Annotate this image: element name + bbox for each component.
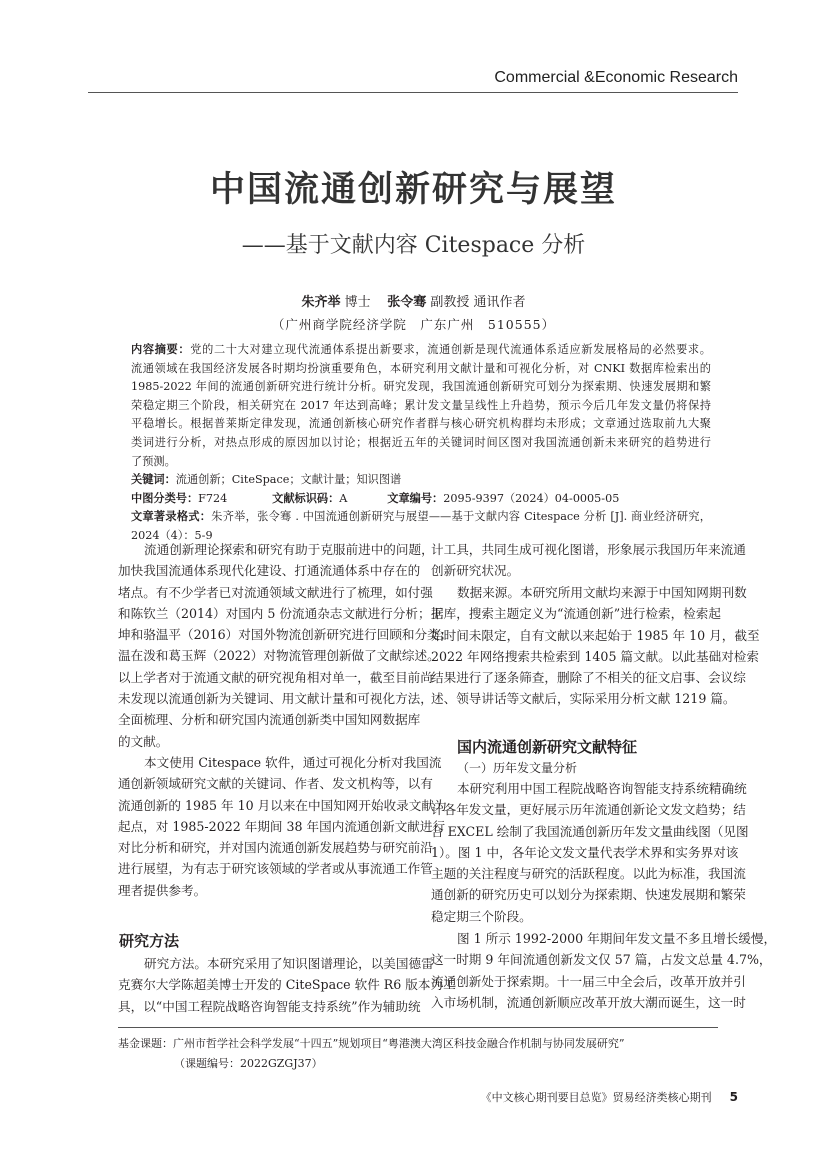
text-line: 具，以“中国工程院战略咨询智能支持系统”作为辅助统 [118,998,421,1014]
classification-line: 中图分类号：F724 文献标识码：A 文章编号：2095-9397（2024）04-0005-05 [131,491,620,505]
text-line: 流通创新理论探索和研究有助于克服前进中的问题， [144,542,434,557]
text-line: 流通创新处于探索期。十一届三中全会后，改革开放并引 [431,973,746,989]
text-line: 温在泼和葛玉辉（2022）对物流管理创新做了文献综述。 [118,648,440,664]
text-line: 起点，对 1985-2022 年期间 38 年国内流通创新文献进行 [118,818,446,834]
text-line: 克赛尔大学陈超美博士开发的 CiteSpace 软件 R6 版本为工 [118,977,456,993]
right-para-2 [431,778,749,927]
abstract-block [131,341,711,546]
text-line: 研究方法。本研究采用了知识图谱理论，以美国德雷 [144,956,434,971]
text-line: 合 EXCEL 绘制了我国流通创新历年发文量曲线图（见图 [431,823,749,839]
left-para-1 [118,539,453,752]
text-line: 主题的关注程度与研究的活跃程度。以此为标准，我国流 [431,866,746,882]
text-line: 未发现以流通创新为关键词、用文献计量和可视化方法， [118,691,433,707]
text-line: 本研究利用中国工程院战略咨询智能支持系统精确统 [457,781,747,796]
abstract-line: 类词进行分析，对热点形成的原因加以讨论；根据近五年的关键词时间区图对我国流通创新未来研究的趋势进行 [131,435,711,449]
text-line: 全面梳理、分析和研究国内流通创新类中国知网数据库 [118,712,421,728]
article-subtitle: ——基于文献内容 Citespace 分析 [241,233,586,258]
text-line: 2022 年网络搜索共检索到 1405 篇文献。以此基础对检索 [431,648,759,664]
text-line: 图 1 所示 1992-2000 年期间年发文量不多且增长缓慢， [457,931,777,946]
text-line: 始时间未限定，自有文献以来起始于 1985 年 10 月，截至 [431,627,760,643]
abstract-line: 1985-2022 年间的流通创新研究进行统计分析。研究发现，我国流通创新研究可划分为探索期、快速发展期和繁 [131,380,711,394]
text-line: 理者提供参考。 [118,882,207,898]
journal-header: Commercial &Economic Research [494,69,738,86]
funding-footnote: 基金课题：广州市哲学社会科学发展“十四五”规划项目“粤港澳大湾区科技金融合作机制与协同发展研究” [118,1037,625,1050]
text-line: 和陈钦兰（2014）对国内 5 份流通杂志文献进行分析；王 [118,605,444,621]
text-line: 通创新的研究历史可以划分为探索期、快速发展期和繁荣 [431,887,746,903]
keywords: 关键词：流通创新；CiteSpace；文献计量；知识图谱 [131,473,402,487]
footnote-rule [118,1027,718,1028]
left-para-3 [118,953,456,1017]
funding-footnote-code: （课题编号：2022GZGJ37） [174,1057,323,1070]
text-line: 入市场机制，流通创新顺应改革开放大潮而诞生，这一时 [431,994,746,1010]
citation-format: 文章著录格式：朱齐举，张令骞 . 中国流通创新研究与展望——基于文献内容 Citespace 分析 [J]. 商业经济研究， [131,510,711,524]
header-rule [88,92,738,93]
text-line: 稳定期三个阶段。 [431,908,532,924]
text-line: 述、领导讲话等文献后，实际采用分析文献 1219 篇。 [431,691,736,707]
heading-research-method: 研究方法 [119,932,180,950]
text-line: 通创新领域研究文献的关键词、作者、发文机构等，以有 [118,776,433,792]
text-line: 对比分析和研究，并对国内流通创新发展趋势与研究前沿 [118,840,433,856]
text-line: 坤和骆温平（2016）对国外物流创新研究进行回顾和分类； [118,627,453,643]
text-line: 堵点。有不少学者已对流通领域文献进行了梳理，如付强 [118,584,433,600]
text-line: 计各年发文量，更好展示历年流通创新论文发文趋势；结 [431,802,746,818]
text-line: 据库，搜索主题定义为“流通创新”进行检索，检索起 [431,606,721,622]
text-line: 进行展望，为有志于研究该领域的学者或从事流通工作管 [118,861,433,877]
text-line: 加快我国流通体系现代化建设、打通流通体系中存在的 [118,563,421,579]
left-para-2 [118,752,447,901]
right-para-3 [431,928,777,1013]
abstract-line: 平稳增长。根据普莱斯定律发现，流通创新核心研究作者群与核心研究机构群均未形成；文章通过选取前九大聚 [131,417,711,431]
text-line: 的文献。 [118,733,169,749]
abstract-line: 了预测。 [131,454,176,468]
right-para-1 [431,582,760,710]
subheading-annual-output: （一）历年发文量分析 [457,761,578,775]
text-line: 计工具，共同生成可视化图谱，形象展示我国历年来流通 [431,542,746,557]
author-1-title: 博士 [344,295,371,310]
page-number: 5 [729,1090,738,1104]
author-2: 张令骞 [387,295,427,310]
page-footer [481,1089,738,1105]
text-line: 流通创新的 1985 年 10 月以来在中国知网开始收录文献为 [118,797,447,813]
text-line: 数据来源。本研究所用文献均来源于中国知网期刊数 [457,585,747,600]
citation-format-cont: 2024（4）：5-9 [131,528,213,542]
text-line: 这一时期 9 年间流通创新发文仅 57 篇，占发文总量 4.7%， [431,952,772,968]
affiliation: （广州商学院经济学院 广东广州 510555） [271,317,556,332]
article-title: 中国流通创新研究与展望 [209,170,617,210]
text-line: 本文使用 Citespace 软件，通过可视化分析对我国流 [144,755,442,770]
right-para-0 [431,539,746,582]
authors [0,291,827,310]
abstract-label: 内容摘要： [131,343,191,356]
abstract-line: 荣稳定期三个阶段，相关研究在 2017 年达到高峰；累计发文量呈线性上升趋势，预示今后几年发文量仍将保持 [131,398,711,412]
text-line: 结果进行了逐条筛查，删除了不相关的征文启事、会议综 [431,670,746,686]
heading-literature-features: 国内流通创新研究文献特征 [457,738,638,756]
text-line: 创新研究状况。 [431,563,520,579]
text-line: 1）。图 1 中，各年论文发文量代表学术界和实务界对该 [431,844,739,860]
abstract-line: 内容摘要：党的二十大对建立现代流通体系提出新要求，流通创新是现代流通体系适应新发展格局的必然要求。 [131,343,711,356]
author-2-title: 副教授 通讯作者 [430,295,526,310]
author-1: 朱齐举 [301,295,341,310]
footer-text: 《中文核心期刊要目总览》贸易经济类核心期刊 [480,1091,712,1104]
abstract-line: 流通领域在我国经济发展各时期均扮演重要角色，本研究利用文献计量和可视化分析，对 CNKI 数据库检索出的 [131,361,711,375]
text-line: 以上学者对于流通文献的研究视角相对单一，截至目前尚 [118,669,433,685]
